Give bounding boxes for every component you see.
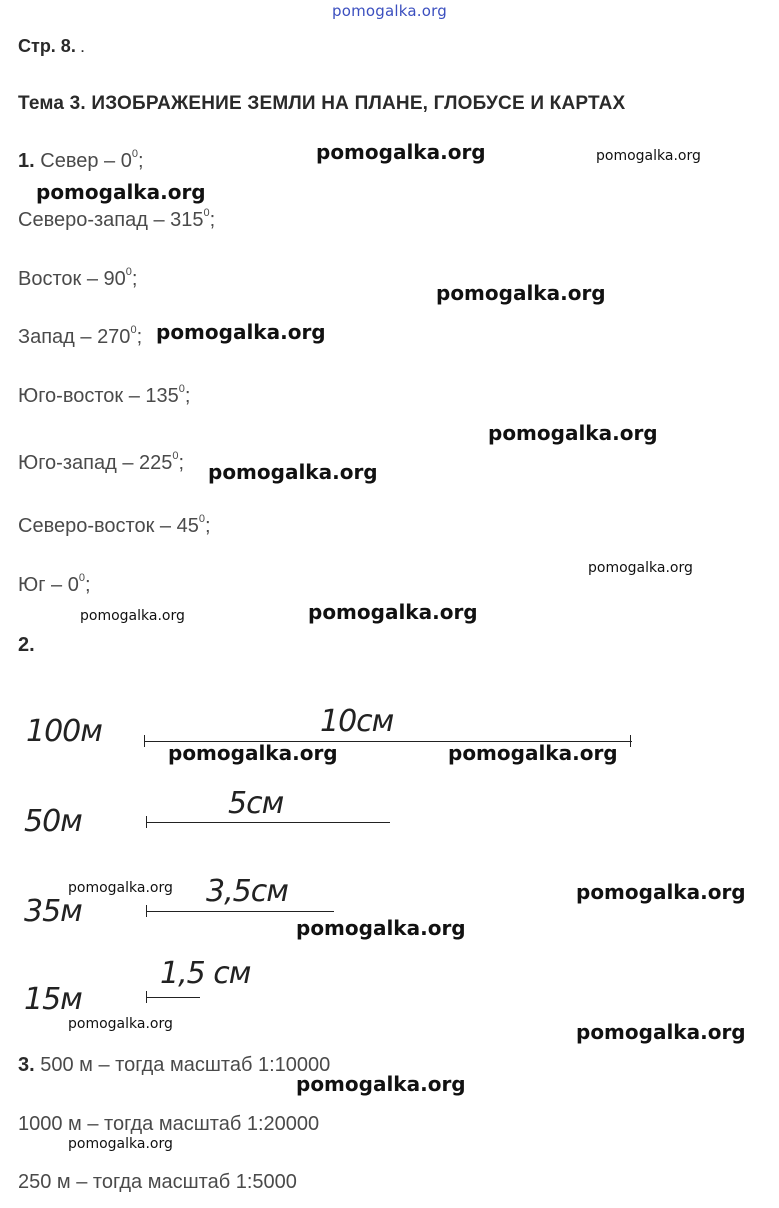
task1-item-end: ; [184,385,191,407]
task2-number: 2. [18,634,35,656]
task1-item-0 [18,150,144,173]
degree-sup: 0 [131,148,138,161]
task1-item-text: Юго-восток – 135 [18,385,179,407]
scale-segment [146,822,390,823]
task3-item-1: 1000 м – тогда масштаб 1:20000 [18,1113,320,1135]
task1-item-text: Северо-восток – 45 [18,515,199,537]
task1-item-1 [18,209,215,232]
scale-distance: 15м [24,982,82,1017]
watermark: pomogalka.org [68,880,173,896]
page-label [18,36,84,57]
topic-title: Тема 3. ИЗОБРАЖЕНИЕ ЗЕМЛИ НА ПЛАНЕ, ГЛОБУСЕ И КАРТАХ [18,93,626,114]
task1-item-3 [18,326,142,349]
task3-item-2: 250 м – тогда масштаб 1:5000 [18,1171,297,1193]
task1-item-4 [18,385,190,408]
degree-sup: 0 [130,324,137,337]
task1-item-text: Запад – 270 [18,326,131,348]
degree-sup: 0 [178,383,185,396]
scale-length: 3,5см [206,874,288,909]
watermark: pomogalka.org [68,1136,173,1152]
task3-item-0 [18,1054,330,1077]
degree-sup: 0 [198,513,205,526]
scale-length: 1,5 см [160,956,251,991]
scale-distance: 100м [26,714,102,749]
task1-item-end: ; [178,452,185,474]
page-label-mark: . [80,41,85,55]
task1-item-end: ; [136,326,143,348]
watermark: pomogalka.org [36,180,206,204]
watermark-top: pomogalka.org [332,2,447,20]
scale-length: 10см [320,704,394,739]
watermark: pomogalka.org [488,421,658,445]
task3-item-text: 500 м – тогда масштаб 1:10000 [40,1054,331,1076]
watermark: pomogalka.org [436,281,606,305]
task3-number: 3. [18,1054,35,1076]
degree-sup: 0 [203,207,210,220]
task1-item-text: Юг – 0 [18,574,79,596]
scale-distance: 35м [24,894,82,929]
scale-tick [630,735,631,747]
task1-item-2 [18,268,137,291]
task1-item-text: Север – 0 [40,150,132,172]
watermark: pomogalka.org [168,741,338,765]
watermark: pomogalka.org [448,741,618,765]
scale-length: 5см [228,786,284,821]
task1-item-end: ; [137,150,144,172]
watermark: pomogalka.org [80,608,185,624]
task1-item-end: ; [204,515,211,537]
task1-item-end: ; [209,209,216,231]
scale-distance: 50м [24,804,82,839]
task1-item-end: ; [84,574,91,596]
watermark: pomogalka.org [296,916,466,940]
watermark: pomogalka.org [68,1016,173,1032]
task1-item-text: Северо-запад – 315 [18,209,204,231]
task1-item-5 [18,452,184,475]
watermark: pomogalka.org [316,140,486,164]
scale-tick [144,735,145,747]
task1-number: 1. [18,150,35,172]
watermark: pomogalka.org [208,460,378,484]
task1-item-7 [18,574,91,597]
page-label-text: Стр. 8. [18,36,76,56]
watermark: pomogalka.org [296,1072,466,1096]
degree-sup: 0 [78,572,85,585]
task1-item-text: Юго-запад – 225 [18,452,173,474]
task1-item-end: ; [131,268,138,290]
scale-tick [146,905,147,917]
watermark: pomogalka.org [588,560,693,576]
task1-item-text: Восток – 90 [18,268,126,290]
scale-segment [146,911,334,912]
task1-item-6 [18,515,211,538]
scale-segment [146,997,200,998]
scale-tick [146,816,147,828]
scale-tick [146,991,147,1003]
watermark: pomogalka.org [156,320,326,344]
watermark: pomogalka.org [308,600,478,624]
watermark: pomogalka.org [596,148,701,164]
degree-sup: 0 [125,266,132,279]
watermark: pomogalka.org [576,880,746,904]
watermark: pomogalka.org [576,1020,746,1044]
degree-sup: 0 [172,450,179,463]
